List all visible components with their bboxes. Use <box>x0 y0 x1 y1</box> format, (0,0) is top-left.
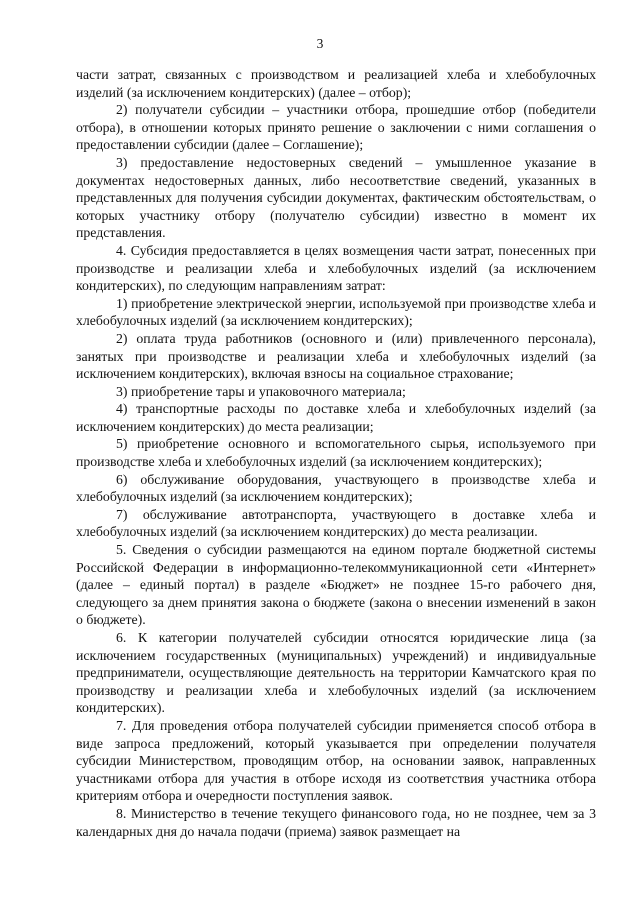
paragraph-clause-5: 5. Сведения о субсидии размещаются на едином портале бюджетной системы Российской Федерации в информационно-телекоммуникационной сети «Интернет» (далее – единый портал) в разделе «Бюджет» не позднее 15-го рабочего дня, следующего за днем принятия закона о бюджете (закона о внесении изменений в закон о бюджете). <box>76 542 596 628</box>
list-item-cost-4: 4) транспортные расходы по доставке хлеба и хлебобулочных изделий (за исключением кондитерских) до места реализации; <box>76 401 596 434</box>
list-item-cost-6: 6) обслуживание оборудования, участвующего в производстве хлеба и хлебобулочных изделий (за исключением кондитерских); <box>76 471 596 505</box>
document-body <box>76 66 596 840</box>
page-number: 3 <box>316 36 324 51</box>
list-item-cost-7: 7) обслуживание автотранспорта, участвующего в доставке хлеба и хлебобулочных изделий (за исключением кондитерских) до места реализации. <box>76 506 596 540</box>
list-item-cost-2: 2) оплата труда работников (основного и (или) привлеченного персонала), занятых при производстве и реализации хлеба и хлебобулочных изделий (за исключением кондитерских), включая взносы на социальное страхование; <box>76 330 596 382</box>
paragraph-clause-4: 4. Субсидия предоставляется в целях возмещения части затрат, понесенных при производстве и реализации хлеба и хлебобулочных изделий (за исключением кондитерских), по следующим направлениям затрат: <box>76 242 596 294</box>
paragraph-continuation: части затрат, связанных с производством и реализацией хлеба и хлебобулочных изделий (за исключением кондитерских) (далее – отбор); <box>76 67 596 100</box>
paragraph-definition-3: 3) предоставление недостоверных сведений – умышленное указание в документах недостоверных данных, либо несоответствие сведений, указанных в представленных для получения субсидии документах, фактическим обстоятельствам, о которых участнику отбору (получателю субсидии) известно в момент их представления. <box>76 154 596 241</box>
list-item-cost-1: 1) приобретение электрической энергии, используемой при производстве хлеба и хлебобулочных изделий (за исключением кондитерских); <box>76 295 596 329</box>
list-item-cost-3: 3) приобретение тары и упаковочного материала; <box>116 383 406 399</box>
list-item-cost-5: 5) приобретение основного и вспомогательного сырья, используемого при производстве хлеба и хлебобулочных изделий (за исключением кондитерских); <box>76 436 596 470</box>
paragraph-clause-7: 7. Для проведения отбора получателей субсидии применяется способ отбора в виде запроса предложений, который указывается при определении получателя субсидии Министерством, проводящим отбор, на основании заявок, направленных участниками отбора для участия в отборе исходя из соответствия участника отбора критериям отбора и очередности поступления заявок. <box>76 717 596 804</box>
paragraph-definition-2: 2) получатели субсидии – участники отбора, прошедшие отбор (победители отбора), в отношении которых принято решение о заключении с ними соглашения о предоставлении субсидии (далее – Соглашение); <box>76 102 596 153</box>
paragraph-clause-8: 8. Министерство в течение текущего финансового года, но не позднее, чем за 3 календарных дня до начала подачи (приема) заявок размещает на <box>76 805 596 839</box>
paragraph-clause-6: 6. К категории получателей субсидии относятся юридические лица (за исключением государственных (муниципальных) учреждений) и индивидуальные предприниматели, осуществляющие деятельность на территории Камчатского края по производству и реализации хлеба и хлебобулочных изделий (за исключением кондитерских). <box>76 630 596 716</box>
